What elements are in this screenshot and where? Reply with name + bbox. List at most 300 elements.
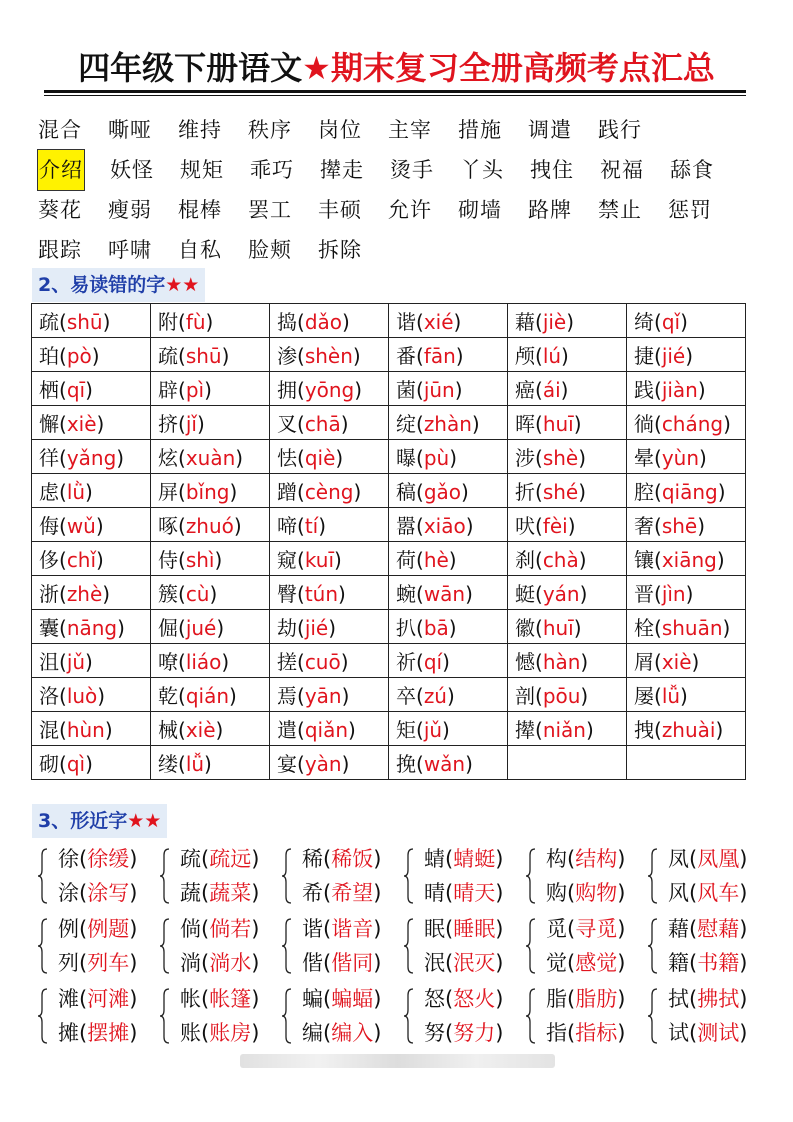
vocab-word: 烫手 — [390, 158, 434, 182]
vocab-word: 砌墙 — [458, 198, 502, 222]
example-word: 例题 — [87, 917, 130, 941]
character: 蜓 — [515, 582, 535, 606]
table-cell: 曝(pù) — [389, 440, 508, 474]
table-cell: 拽(zhuài) — [627, 712, 746, 746]
table-cell: 嘹(liáo) — [151, 644, 270, 678]
pinyin: cuō — [304, 650, 341, 674]
character: 滩 — [58, 987, 79, 1011]
example-word: 测试 — [697, 1021, 740, 1045]
character: 例 — [58, 917, 79, 941]
character: 疏 — [158, 344, 178, 368]
vocab-word: 维持 — [178, 118, 222, 142]
word-row — [38, 190, 768, 230]
character: 晴 — [424, 881, 445, 905]
character: 炫 — [158, 446, 178, 470]
character: 番 — [396, 344, 416, 368]
table-cell: 炫(xuàn) — [151, 440, 270, 474]
table-cell: 叉(chā) — [270, 406, 389, 440]
table-cell: 卒(zú) — [389, 678, 508, 712]
vocab-word: 葵花 — [38, 198, 82, 222]
pinyin: tí — [304, 514, 319, 538]
character: 啼 — [277, 514, 297, 538]
pinyin: pù — [423, 446, 450, 470]
table-row — [32, 372, 746, 406]
character: 希 — [302, 881, 323, 905]
character: 蝙 — [302, 987, 323, 1011]
pinyin: cèng — [304, 480, 354, 504]
table-cell: 珀(pò) — [32, 338, 151, 372]
example-word: 徐缓 — [87, 847, 130, 871]
brace-icon — [160, 988, 170, 1044]
pinyin: zhàn — [423, 412, 472, 436]
vocab-word: 罢工 — [248, 198, 292, 222]
table-row — [32, 508, 746, 542]
similar-char-entry: 希(希望) — [302, 881, 382, 905]
word-row — [38, 230, 768, 270]
pinyin: luò — [66, 684, 98, 708]
table-cell: 祈(qí) — [389, 644, 508, 678]
pinyin: fèi — [542, 514, 568, 538]
pinyin: ái — [542, 378, 561, 402]
character: 屏 — [158, 480, 178, 504]
character: 拭 — [668, 987, 689, 1011]
pinyin: shì — [185, 548, 215, 572]
pinyin: niǎn — [542, 718, 586, 742]
similar-char-entry: 倘(倘若) — [180, 917, 260, 941]
character: 窥 — [277, 548, 297, 572]
example-word: 蔬菜 — [209, 881, 252, 905]
character: 吠 — [515, 514, 535, 538]
pinyin: kuī — [304, 548, 335, 572]
table-cell: 洛(luò) — [32, 678, 151, 712]
brace-icon — [404, 918, 414, 974]
table-cell — [627, 746, 746, 780]
table-cell: 吠(fèi) — [508, 508, 627, 542]
table-cell: 混(hùn) — [32, 712, 151, 746]
table-cell: 徜(cháng) — [627, 406, 746, 440]
character: 劫 — [277, 616, 297, 640]
example-word: 寻觅 — [575, 917, 618, 941]
character: 虑 — [39, 480, 59, 504]
vocab-word: 棍棒 — [178, 198, 222, 222]
pinyin: gǎo — [423, 480, 461, 504]
character: 砌 — [39, 752, 59, 776]
character: 侈 — [39, 548, 59, 572]
brace-icon — [38, 848, 48, 904]
character: 嚣 — [396, 514, 416, 538]
example-word: 摆摊 — [87, 1021, 130, 1045]
character: 镶 — [634, 548, 654, 572]
table-cell: 稿(gǎo) — [389, 474, 508, 508]
pinyin: shé — [542, 480, 579, 504]
pinyin: liáo — [185, 650, 222, 674]
similar-char-entry: 滩(河滩) — [58, 987, 138, 1011]
section-3-label: 3、形近字 — [38, 810, 128, 832]
example-word: 倘若 — [209, 917, 252, 941]
pinyin: yǎng — [66, 446, 117, 470]
table-cell: 谐(xié) — [389, 304, 508, 338]
character: 刹 — [515, 548, 535, 572]
brace-icon — [282, 848, 292, 904]
similar-char-entry: 拭(拂拭) — [668, 987, 748, 1011]
pinyin: hè — [423, 548, 449, 572]
table-cell: 辟(pì) — [151, 372, 270, 406]
character: 囊 — [39, 616, 59, 640]
character: 曝 — [396, 446, 416, 470]
character: 祈 — [396, 650, 416, 674]
similar-char-entry: 帐(帐篷) — [180, 987, 260, 1011]
table-cell: 奢(shē) — [627, 508, 746, 542]
character: 奢 — [634, 514, 654, 538]
pinyin: wǎn — [423, 752, 466, 776]
character: 挽 — [396, 752, 416, 776]
table-cell: 撵(niǎn) — [508, 712, 627, 746]
similar-char-entry: 试(测试) — [668, 1021, 748, 1045]
character: 矩 — [396, 718, 416, 742]
pinyin: xiè — [661, 650, 692, 674]
character: 宴 — [277, 752, 297, 776]
vocab-word: 惩罚 — [668, 198, 712, 222]
table-cell: 剖(pōu) — [508, 678, 627, 712]
table-cell: 涉(shè) — [508, 440, 627, 474]
similar-char-entry: 觅(寻觅) — [546, 917, 626, 941]
table-row — [32, 542, 746, 576]
vocab-word: 路牌 — [528, 198, 572, 222]
vocab-word: 禁止 — [598, 198, 642, 222]
example-word: 怒火 — [453, 987, 496, 1011]
example-word: 拂拭 — [697, 987, 740, 1011]
character: 辟 — [158, 378, 178, 402]
pinyin: huī — [542, 616, 574, 640]
character: 倘 — [180, 917, 201, 941]
table-cell: 挤(jǐ) — [151, 406, 270, 440]
example-word: 慰藉 — [697, 917, 740, 941]
brace-icon — [38, 918, 48, 974]
similar-char-entry: 编(编入) — [302, 1021, 382, 1045]
similar-char-entry: 例(例题) — [58, 917, 138, 941]
example-word: 蜻蜓 — [453, 847, 496, 871]
brace-icon — [160, 918, 170, 974]
vocab-word: 嘶哑 — [108, 118, 152, 142]
character: 编 — [302, 1021, 323, 1045]
similar-char-entry: 摊(摆摊) — [58, 1021, 138, 1045]
table-cell: 蹭(cèng) — [270, 474, 389, 508]
table-cell: 番(fān) — [389, 338, 508, 372]
pinyin: jǔ — [66, 650, 86, 674]
table-cell: 拥(yōng) — [270, 372, 389, 406]
similar-char-entry: 风(风车) — [668, 881, 748, 905]
character: 憾 — [515, 650, 535, 674]
pinyin: lú — [542, 344, 562, 368]
similar-char-entry: 凤(凤凰) — [668, 847, 748, 871]
table-cell: 宴(yàn) — [270, 746, 389, 780]
table-cell: 劫(jié) — [270, 610, 389, 644]
table-cell: 屡(lǚ) — [627, 678, 746, 712]
character: 栓 — [634, 616, 654, 640]
table-cell: 倔(jué) — [151, 610, 270, 644]
pinyin: wān — [423, 582, 466, 606]
similar-char-entry: 努(努力) — [424, 1021, 504, 1045]
table-cell: 械(xiè) — [151, 712, 270, 746]
character: 卒 — [396, 684, 416, 708]
table-cell: 荷(hè) — [389, 542, 508, 576]
character: 焉 — [277, 684, 297, 708]
word-row — [38, 110, 768, 150]
section-2-label: 2、易读错的字 — [38, 274, 166, 296]
similar-char-entry: 购(购物) — [546, 881, 626, 905]
pinyin: nāng — [66, 616, 118, 640]
character: 挤 — [158, 412, 178, 436]
table-row — [32, 440, 746, 474]
character: 涉 — [515, 446, 535, 470]
table-cell: 绮(qǐ) — [627, 304, 746, 338]
character: 拥 — [277, 378, 297, 402]
example-word: 风车 — [697, 881, 740, 905]
table-cell: 捷(jié) — [627, 338, 746, 372]
vocab-word: 脸颊 — [248, 238, 292, 262]
pinyin: lǚ — [185, 752, 205, 776]
example-word: 淌水 — [209, 951, 252, 975]
section-2-stars-icon: ★★ — [165, 274, 200, 296]
pinyin: yàn — [304, 752, 342, 776]
table-cell: 啼(tí) — [270, 508, 389, 542]
vocab-word: 祝福 — [600, 158, 644, 182]
brace-icon — [404, 848, 414, 904]
pinyin: qǐ — [661, 310, 681, 334]
pinyin: shuān — [661, 616, 723, 640]
vocab-word: 撵走 — [320, 158, 364, 182]
character: 稀 — [302, 847, 323, 871]
character: 剖 — [515, 684, 535, 708]
table-cell: 晋(jìn) — [627, 576, 746, 610]
pinyin: xiāng — [661, 548, 717, 572]
character: 附 — [158, 310, 178, 334]
similar-char-entry: 构(结构) — [546, 847, 626, 871]
title-underline — [44, 90, 746, 93]
character: 捷 — [634, 344, 654, 368]
pinyin: chǐ — [66, 548, 97, 572]
table-cell: 镶(xiāng) — [627, 542, 746, 576]
similar-char-entry: 淌(淌水) — [180, 951, 260, 975]
character: 风 — [668, 881, 689, 905]
character: 晕 — [634, 446, 654, 470]
character: 谐 — [396, 310, 416, 334]
pinyin: qiè — [304, 446, 336, 470]
character: 泯 — [424, 951, 445, 975]
table-cell: 啄(zhuó) — [151, 508, 270, 542]
table-cell: 虑(lǜ) — [32, 474, 151, 508]
example-word: 结构 — [575, 847, 618, 871]
similar-char-entry: 指(指标) — [546, 1021, 626, 1045]
character: 渗 — [277, 344, 297, 368]
similar-char-entry: 觉(感觉) — [546, 951, 626, 975]
character: 珀 — [39, 344, 59, 368]
character: 疏 — [180, 847, 201, 871]
table-cell: 藉(jiè) — [508, 304, 627, 338]
example-word: 稀饭 — [331, 847, 374, 871]
character: 捣 — [277, 310, 297, 334]
pinyin: chā — [304, 412, 341, 436]
table-cell: 刹(chà) — [508, 542, 627, 576]
character: 怯 — [277, 446, 297, 470]
pinyin: jūn — [423, 378, 455, 402]
character: 徐 — [58, 847, 79, 871]
character: 缕 — [158, 752, 178, 776]
similar-char-entry: 稀(稀饭) — [302, 847, 382, 871]
character: 籍 — [668, 951, 689, 975]
vocab-word: 践行 — [598, 118, 642, 142]
character: 懈 — [39, 412, 59, 436]
pinyin: jǐ — [185, 412, 197, 436]
pinyin: huī — [542, 412, 574, 436]
table-cell: 搓(cuō) — [270, 644, 389, 678]
title-star-icon: ★ — [302, 49, 331, 87]
character: 试 — [668, 1021, 689, 1045]
table-cell: 徽(huī) — [508, 610, 627, 644]
similar-char-entry: 谐(谐音) — [302, 917, 382, 941]
similar-char-entry: 蜻(蜻蜓) — [424, 847, 504, 871]
pinyin: yōng — [304, 378, 355, 402]
table-cell: 疏(shū) — [151, 338, 270, 372]
example-word: 书籍 — [697, 951, 740, 975]
pinyin: wǔ — [66, 514, 96, 538]
character: 簇 — [158, 582, 178, 606]
similar-char-entry: 涂(涂写) — [58, 881, 138, 905]
table-row — [32, 610, 746, 644]
character: 摊 — [58, 1021, 79, 1045]
pinyin: jué — [185, 616, 217, 640]
pinyin: xiāo — [423, 514, 466, 538]
character: 怒 — [424, 987, 445, 1011]
character: 栖 — [39, 378, 59, 402]
brace-icon — [648, 918, 658, 974]
pinyin: yùn — [661, 446, 699, 470]
example-word: 疏远 — [209, 847, 252, 871]
vocab-word: 呼啸 — [108, 238, 152, 262]
table-cell: 践(jiàn) — [627, 372, 746, 406]
character: 稿 — [396, 480, 416, 504]
character: 侮 — [39, 514, 59, 538]
title-part1: 四年级下册语文 — [78, 49, 303, 87]
brace-icon — [526, 918, 536, 974]
pinyin: zú — [423, 684, 447, 708]
similar-char-entry: 晴(晴天) — [424, 881, 504, 905]
table-cell: 沮(jǔ) — [32, 644, 151, 678]
example-word: 购物 — [575, 881, 618, 905]
example-word: 凤凰 — [697, 847, 740, 871]
character: 浙 — [39, 582, 59, 606]
pinyin: yán — [542, 582, 580, 606]
pinyin: tún — [304, 582, 339, 606]
character: 蹭 — [277, 480, 297, 504]
table-cell: 屏(bǐng) — [151, 474, 270, 508]
page-title — [0, 46, 793, 90]
table-cell: 蜿(wān) — [389, 576, 508, 610]
brace-icon — [282, 988, 292, 1044]
character: 啄 — [158, 514, 178, 538]
table-cell: 缕(lǚ) — [151, 746, 270, 780]
pinyin: lǜ — [66, 480, 86, 504]
similar-char-entry: 籍(书籍) — [668, 951, 748, 975]
character: 眠 — [424, 917, 445, 941]
character: 淌 — [180, 951, 201, 975]
example-word: 列车 — [87, 951, 130, 975]
character: 叉 — [277, 412, 297, 436]
pinyin: jìn — [661, 582, 686, 606]
pinyin: shèn — [304, 344, 353, 368]
character: 徽 — [515, 616, 535, 640]
character: 购 — [546, 881, 567, 905]
pinyin: pò — [66, 344, 92, 368]
pinyin: jiè — [542, 310, 567, 334]
vocab-word: 拆除 — [318, 238, 362, 262]
character: 藉 — [515, 310, 535, 334]
example-word: 帐篷 — [209, 987, 252, 1011]
example-word: 河滩 — [87, 987, 130, 1011]
table-cell: 侈(chǐ) — [32, 542, 151, 576]
character: 蜿 — [396, 582, 416, 606]
example-word: 晴天 — [453, 881, 496, 905]
table-cell: 扒(bā) — [389, 610, 508, 644]
pinyin: fù — [185, 310, 206, 334]
table-cell: 憾(hàn) — [508, 644, 627, 678]
character: 屡 — [634, 684, 654, 708]
example-word: 感觉 — [575, 951, 618, 975]
table-cell: 晖(huī) — [508, 406, 627, 440]
pinyin: yān — [304, 684, 342, 708]
example-word: 泯灭 — [453, 951, 496, 975]
brace-icon — [648, 848, 658, 904]
pinyin: pōu — [542, 684, 581, 708]
character: 帐 — [180, 987, 201, 1011]
example-word: 睡眠 — [453, 917, 496, 941]
vocab-word: 跟踪 — [38, 238, 82, 262]
pinyin: pì — [185, 378, 205, 402]
similar-char-entry: 列(列车) — [58, 951, 138, 975]
pinyin: hàn — [542, 650, 581, 674]
character: 遣 — [277, 718, 297, 742]
table-cell: 臀(tún) — [270, 576, 389, 610]
table-cell — [508, 746, 627, 780]
example-word: 希望 — [331, 881, 374, 905]
vocab-word: 岗位 — [318, 118, 362, 142]
table-cell: 浙(zhè) — [32, 576, 151, 610]
pinyin: xié — [423, 310, 454, 334]
character: 搓 — [277, 650, 297, 674]
similar-char-entry: 徐(徐缓) — [58, 847, 138, 871]
character: 涂 — [58, 881, 79, 905]
table-cell: 绽(zhàn) — [389, 406, 508, 440]
character: 列 — [58, 951, 79, 975]
table-cell: 焉(yān) — [270, 678, 389, 712]
table-cell: 乾(qián) — [151, 678, 270, 712]
character: 折 — [515, 480, 535, 504]
similar-characters-grid — [38, 842, 768, 1045]
character: 谐 — [302, 917, 323, 941]
table-cell: 折(shé) — [508, 474, 627, 508]
table-row — [32, 406, 746, 440]
brace-icon — [160, 848, 170, 904]
table-cell: 挽(wǎn) — [389, 746, 508, 780]
character: 混 — [39, 718, 59, 742]
character: 账 — [180, 1021, 201, 1045]
pinyin: qiāng — [661, 480, 718, 504]
vocab-word: 舔食 — [670, 158, 714, 182]
character: 徉 — [39, 446, 59, 470]
table-cell: 砌(qì) — [32, 746, 151, 780]
pinyin: qián — [185, 684, 229, 708]
character: 凤 — [668, 847, 689, 871]
